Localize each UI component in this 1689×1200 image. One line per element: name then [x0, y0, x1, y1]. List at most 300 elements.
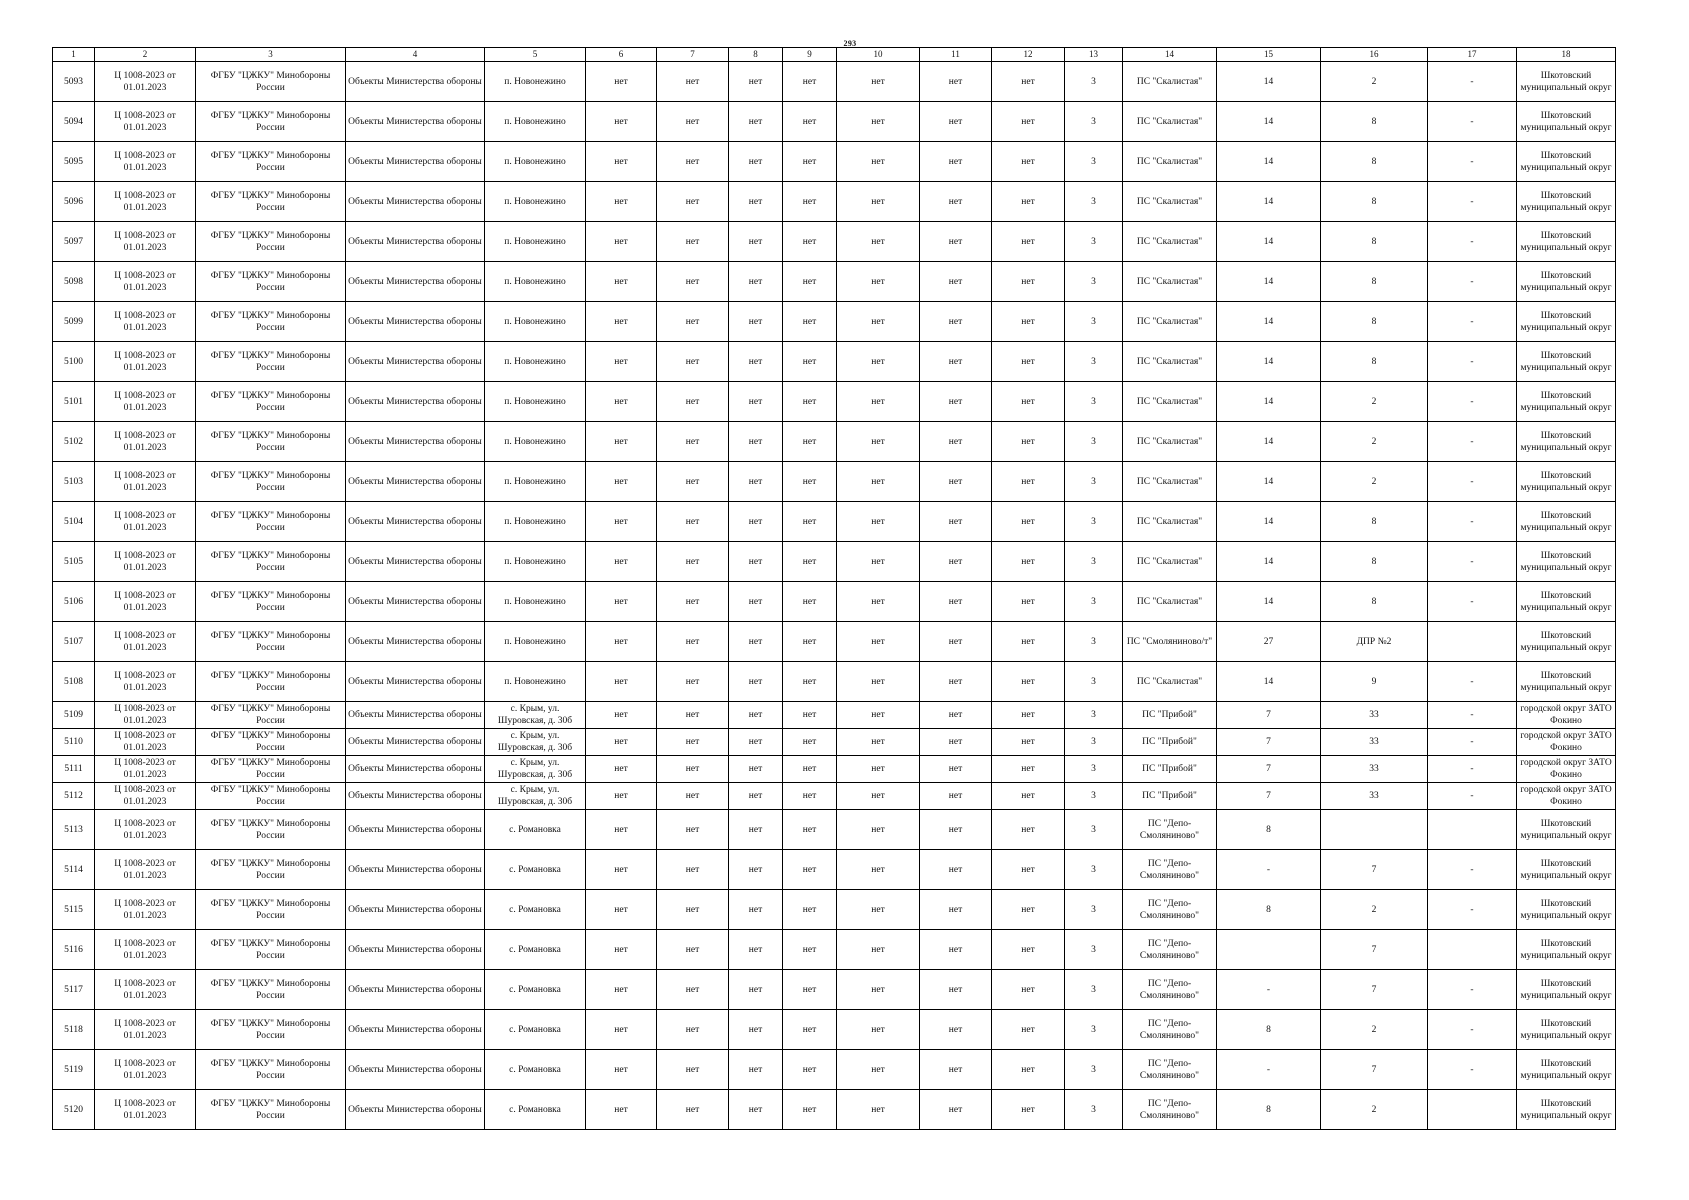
- cell-address: п. Новонежино: [485, 382, 586, 422]
- cell-tariff-decision: Ц 1008-2023 от 01.01.2023: [95, 1010, 196, 1050]
- cell-row-number: 5101: [53, 382, 95, 422]
- column-header-16: 16: [1321, 48, 1428, 62]
- cell-tariff-decision: Ц 1008-2023 от 01.01.2023: [95, 1050, 196, 1090]
- cell-col-8: нет: [729, 970, 783, 1010]
- cell-col-9: нет: [783, 850, 837, 890]
- cell-object-category: Объекты Министерства обороны: [346, 342, 485, 382]
- cell-col-16: 2: [1321, 62, 1428, 102]
- cell-organization: ФГБУ "ЦЖКУ" Минобороны России: [196, 502, 346, 542]
- cell-col-13: 3: [1065, 756, 1123, 783]
- cell-col-8: нет: [729, 542, 783, 582]
- cell-col-9: нет: [783, 462, 837, 502]
- cell-col-12: нет: [992, 382, 1065, 422]
- column-header-15: 15: [1217, 48, 1321, 62]
- table-row: [53, 182, 1616, 222]
- cell-col-7: нет: [657, 142, 729, 182]
- cell-substation: ПС "Депо-Смоляниново": [1123, 810, 1217, 850]
- cell-col-8: нет: [729, 1050, 783, 1090]
- column-header-6: 6: [586, 48, 657, 62]
- cell-substation: ПС "Скалистая": [1123, 102, 1217, 142]
- cell-col-11: нет: [920, 1050, 992, 1090]
- cell-organization: ФГБУ "ЦЖКУ" Минобороны России: [196, 302, 346, 342]
- cell-col-17: -: [1428, 702, 1517, 729]
- cell-tariff-decision: Ц 1008-2023 от 01.01.2023: [95, 542, 196, 582]
- cell-col-10: нет: [837, 102, 920, 142]
- cell-col-6: нет: [586, 422, 657, 462]
- table-row: [53, 422, 1616, 462]
- cell-tariff-decision: Ц 1008-2023 от 01.01.2023: [95, 262, 196, 302]
- cell-col-11: нет: [920, 1090, 992, 1130]
- cell-col-10: нет: [837, 582, 920, 622]
- cell-col-7: нет: [657, 462, 729, 502]
- cell-col-16: 33: [1321, 729, 1428, 756]
- cell-col-12: нет: [992, 542, 1065, 582]
- table-row: [53, 890, 1616, 930]
- cell-col-12: нет: [992, 302, 1065, 342]
- cell-col-9: нет: [783, 930, 837, 970]
- cell-col-6: нет: [586, 142, 657, 182]
- cell-municipality: городской округ ЗАТО Фокино: [1517, 729, 1616, 756]
- cell-col-12: нет: [992, 756, 1065, 783]
- cell-col-8: нет: [729, 702, 783, 729]
- cell-col-12: нет: [992, 930, 1065, 970]
- cell-col-11: нет: [920, 1010, 992, 1050]
- cell-organization: ФГБУ "ЦЖКУ" Минобороны России: [196, 850, 346, 890]
- cell-col-9: нет: [783, 622, 837, 662]
- cell-col-12: нет: [992, 582, 1065, 622]
- cell-object-category: Объекты Министерства обороны: [346, 783, 485, 810]
- cell-municipality: Шкотовский муниципальный округ: [1517, 850, 1616, 890]
- cell-col-8: нет: [729, 756, 783, 783]
- cell-organization: ФГБУ "ЦЖКУ" Минобороны России: [196, 1010, 346, 1050]
- cell-col-13: 3: [1065, 102, 1123, 142]
- cell-object-category: Объекты Министерства обороны: [346, 182, 485, 222]
- column-header-7: 7: [657, 48, 729, 62]
- cell-object-category: Объекты Министерства обороны: [346, 62, 485, 102]
- cell-municipality: Шкотовский муниципальный округ: [1517, 102, 1616, 142]
- cell-col-8: нет: [729, 422, 783, 462]
- table-row: [53, 542, 1616, 582]
- cell-col-9: нет: [783, 302, 837, 342]
- cell-tariff-decision: Ц 1008-2023 от 01.01.2023: [95, 702, 196, 729]
- table-row: [53, 850, 1616, 890]
- cell-address: с. Крым, ул. Шуровская, д. 30б: [485, 783, 586, 810]
- cell-object-category: Объекты Министерства обороны: [346, 970, 485, 1010]
- cell-col-9: нет: [783, 1010, 837, 1050]
- table-row: [53, 729, 1616, 756]
- cell-col-10: нет: [837, 756, 920, 783]
- cell-col-10: нет: [837, 382, 920, 422]
- table-row: [53, 756, 1616, 783]
- cell-col-13: 3: [1065, 542, 1123, 582]
- cell-col-12: нет: [992, 729, 1065, 756]
- cell-col-12: нет: [992, 1010, 1065, 1050]
- cell-col-16: 2: [1321, 422, 1428, 462]
- cell-col-17: -: [1428, 382, 1517, 422]
- cell-col-13: 3: [1065, 422, 1123, 462]
- cell-col-15: 8: [1217, 890, 1321, 930]
- cell-col-8: нет: [729, 262, 783, 302]
- cell-municipality: Шкотовский муниципальный округ: [1517, 542, 1616, 582]
- cell-organization: ФГБУ "ЦЖКУ" Минобороны России: [196, 222, 346, 262]
- cell-address: с. Романовка: [485, 1090, 586, 1130]
- cell-address: п. Новонежино: [485, 182, 586, 222]
- cell-row-number: 5104: [53, 502, 95, 542]
- cell-col-11: нет: [920, 783, 992, 810]
- cell-col-6: нет: [586, 930, 657, 970]
- cell-col-17: -: [1428, 222, 1517, 262]
- cell-substation: ПС "Скалистая": [1123, 222, 1217, 262]
- cell-row-number: 5103: [53, 462, 95, 502]
- table-row: [53, 382, 1616, 422]
- cell-tariff-decision: Ц 1008-2023 от 01.01.2023: [95, 382, 196, 422]
- cell-col-8: нет: [729, 1090, 783, 1130]
- cell-col-6: нет: [586, 702, 657, 729]
- cell-substation: ПС "Прибой": [1123, 729, 1217, 756]
- column-header-9: 9: [783, 48, 837, 62]
- cell-col-16: 2: [1321, 890, 1428, 930]
- cell-col-8: нет: [729, 890, 783, 930]
- cell-substation: ПС "Скалистая": [1123, 262, 1217, 302]
- cell-organization: ФГБУ "ЦЖКУ" Минобороны России: [196, 930, 346, 970]
- cell-col-10: нет: [837, 850, 920, 890]
- cell-col-12: нет: [992, 702, 1065, 729]
- cell-address: с. Романовка: [485, 810, 586, 850]
- cell-municipality: Шкотовский муниципальный округ: [1517, 302, 1616, 342]
- cell-col-11: нет: [920, 302, 992, 342]
- table-row: [53, 930, 1616, 970]
- cell-col-11: нет: [920, 542, 992, 582]
- cell-col-16: ДПР №2: [1321, 622, 1428, 662]
- cell-col-15: 14: [1217, 342, 1321, 382]
- cell-col-11: нет: [920, 970, 992, 1010]
- cell-col-13: 3: [1065, 970, 1123, 1010]
- table-row: [53, 702, 1616, 729]
- cell-col-15: 14: [1217, 62, 1321, 102]
- cell-col-15: 8: [1217, 1010, 1321, 1050]
- cell-row-number: 5110: [53, 729, 95, 756]
- cell-col-11: нет: [920, 102, 992, 142]
- cell-col-17: -: [1428, 970, 1517, 1010]
- cell-col-10: нет: [837, 810, 920, 850]
- cell-organization: ФГБУ "ЦЖКУ" Минобороны России: [196, 382, 346, 422]
- cell-municipality: Шкотовский муниципальный округ: [1517, 970, 1616, 1010]
- cell-organization: ФГБУ "ЦЖКУ" Минобороны России: [196, 783, 346, 810]
- cell-row-number: 5094: [53, 102, 95, 142]
- cell-col-9: нет: [783, 890, 837, 930]
- cell-address: п. Новонежино: [485, 102, 586, 142]
- cell-address: п. Новонежино: [485, 462, 586, 502]
- cell-col-17: -: [1428, 756, 1517, 783]
- cell-organization: ФГБУ "ЦЖКУ" Минобороны России: [196, 422, 346, 462]
- cell-col-17: -: [1428, 62, 1517, 102]
- cell-col-8: нет: [729, 222, 783, 262]
- cell-col-11: нет: [920, 756, 992, 783]
- cell-col-13: 3: [1065, 502, 1123, 542]
- cell-col-17: -: [1428, 302, 1517, 342]
- cell-col-11: нет: [920, 462, 992, 502]
- cell-row-number: 5108: [53, 662, 95, 702]
- cell-address: с. Романовка: [485, 890, 586, 930]
- cell-col-6: нет: [586, 850, 657, 890]
- column-header-5: 5: [485, 48, 586, 62]
- cell-object-category: Объекты Министерства обороны: [346, 302, 485, 342]
- cell-tariff-decision: Ц 1008-2023 от 01.01.2023: [95, 622, 196, 662]
- cell-col-16: 8: [1321, 502, 1428, 542]
- cell-municipality: Шкотовский муниципальный округ: [1517, 662, 1616, 702]
- cell-object-category: Объекты Министерства обороны: [346, 810, 485, 850]
- cell-col-6: нет: [586, 382, 657, 422]
- cell-row-number: 5098: [53, 262, 95, 302]
- cell-col-17: -: [1428, 342, 1517, 382]
- cell-col-15: 14: [1217, 502, 1321, 542]
- register-table: [52, 47, 1616, 1130]
- cell-col-16: 33: [1321, 783, 1428, 810]
- cell-col-11: нет: [920, 422, 992, 462]
- cell-col-15: 14: [1217, 142, 1321, 182]
- cell-col-17: -: [1428, 462, 1517, 502]
- cell-col-17: -: [1428, 182, 1517, 222]
- cell-tariff-decision: Ц 1008-2023 от 01.01.2023: [95, 182, 196, 222]
- cell-row-number: 5099: [53, 302, 95, 342]
- cell-col-9: нет: [783, 222, 837, 262]
- cell-organization: ФГБУ "ЦЖКУ" Минобороны России: [196, 262, 346, 302]
- column-header-14: 14: [1123, 48, 1217, 62]
- cell-col-7: нет: [657, 756, 729, 783]
- cell-col-17: -: [1428, 729, 1517, 756]
- cell-col-12: нет: [992, 890, 1065, 930]
- cell-object-category: Объекты Министерства обороны: [346, 622, 485, 662]
- cell-col-7: нет: [657, 662, 729, 702]
- cell-row-number: 5097: [53, 222, 95, 262]
- cell-col-9: нет: [783, 582, 837, 622]
- cell-row-number: 5112: [53, 783, 95, 810]
- cell-col-12: нет: [992, 182, 1065, 222]
- cell-tariff-decision: Ц 1008-2023 от 01.01.2023: [95, 582, 196, 622]
- cell-col-15: 7: [1217, 756, 1321, 783]
- cell-col-11: нет: [920, 702, 992, 729]
- cell-col-12: нет: [992, 810, 1065, 850]
- cell-object-category: Объекты Министерства обороны: [346, 1050, 485, 1090]
- cell-col-8: нет: [729, 142, 783, 182]
- cell-col-17: -: [1428, 662, 1517, 702]
- column-header-8: 8: [729, 48, 783, 62]
- cell-col-7: нет: [657, 890, 729, 930]
- cell-substation: ПС "Скалистая": [1123, 582, 1217, 622]
- cell-col-7: нет: [657, 62, 729, 102]
- cell-col-9: нет: [783, 262, 837, 302]
- cell-col-9: нет: [783, 422, 837, 462]
- cell-col-13: 3: [1065, 810, 1123, 850]
- table-row: [53, 142, 1616, 182]
- cell-col-10: нет: [837, 422, 920, 462]
- cell-object-category: Объекты Министерства обороны: [346, 542, 485, 582]
- cell-col-7: нет: [657, 622, 729, 662]
- table-row: [53, 222, 1616, 262]
- cell-col-10: нет: [837, 702, 920, 729]
- cell-address: с. Романовка: [485, 930, 586, 970]
- cell-col-15: 8: [1217, 810, 1321, 850]
- cell-col-16: 8: [1321, 542, 1428, 582]
- cell-col-6: нет: [586, 102, 657, 142]
- cell-col-8: нет: [729, 930, 783, 970]
- cell-col-15: 7: [1217, 702, 1321, 729]
- cell-col-9: нет: [783, 502, 837, 542]
- cell-col-11: нет: [920, 382, 992, 422]
- cell-col-8: нет: [729, 1010, 783, 1050]
- cell-substation: ПС "Скалистая": [1123, 342, 1217, 382]
- cell-col-17: -: [1428, 1010, 1517, 1050]
- cell-address: с. Романовка: [485, 850, 586, 890]
- cell-col-7: нет: [657, 810, 729, 850]
- cell-col-12: нет: [992, 1050, 1065, 1090]
- cell-col-10: нет: [837, 783, 920, 810]
- cell-col-13: 3: [1065, 142, 1123, 182]
- cell-col-8: нет: [729, 662, 783, 702]
- cell-organization: ФГБУ "ЦЖКУ" Минобороны России: [196, 182, 346, 222]
- cell-col-7: нет: [657, 930, 729, 970]
- cell-address: с. Романовка: [485, 1050, 586, 1090]
- cell-municipality: Шкотовский муниципальный округ: [1517, 342, 1616, 382]
- cell-municipality: Шкотовский муниципальный округ: [1517, 382, 1616, 422]
- cell-col-10: нет: [837, 342, 920, 382]
- cell-col-6: нет: [586, 783, 657, 810]
- cell-col-15: 14: [1217, 462, 1321, 502]
- cell-col-7: нет: [657, 102, 729, 142]
- cell-substation: ПС "Депо-Смоляниново": [1123, 930, 1217, 970]
- column-header-1: 1: [53, 48, 95, 62]
- cell-object-category: Объекты Министерства обороны: [346, 582, 485, 622]
- cell-municipality: Шкотовский муниципальный округ: [1517, 1010, 1616, 1050]
- cell-row-number: 5107: [53, 622, 95, 662]
- cell-col-9: нет: [783, 1050, 837, 1090]
- cell-col-12: нет: [992, 342, 1065, 382]
- cell-col-10: нет: [837, 462, 920, 502]
- cell-col-6: нет: [586, 222, 657, 262]
- cell-col-7: нет: [657, 302, 729, 342]
- cell-object-category: Объекты Министерства обороны: [346, 382, 485, 422]
- cell-col-15: 14: [1217, 582, 1321, 622]
- cell-row-number: 5111: [53, 756, 95, 783]
- cell-col-6: нет: [586, 262, 657, 302]
- cell-tariff-decision: Ц 1008-2023 от 01.01.2023: [95, 102, 196, 142]
- cell-col-10: нет: [837, 970, 920, 1010]
- cell-col-15: -: [1217, 850, 1321, 890]
- cell-municipality: Шкотовский муниципальный округ: [1517, 622, 1616, 662]
- cell-col-13: 3: [1065, 462, 1123, 502]
- cell-organization: ФГБУ "ЦЖКУ" Минобороны России: [196, 542, 346, 582]
- cell-col-16: 2: [1321, 382, 1428, 422]
- cell-substation: ПС "Прибой": [1123, 783, 1217, 810]
- cell-col-11: нет: [920, 850, 992, 890]
- cell-col-13: 3: [1065, 1050, 1123, 1090]
- cell-col-7: нет: [657, 702, 729, 729]
- cell-col-11: нет: [920, 582, 992, 622]
- cell-municipality: городской округ ЗАТО Фокино: [1517, 702, 1616, 729]
- cell-address: п. Новонежино: [485, 142, 586, 182]
- table-row: [53, 810, 1616, 850]
- cell-col-11: нет: [920, 342, 992, 382]
- cell-col-7: нет: [657, 262, 729, 302]
- cell-row-number: 5095: [53, 142, 95, 182]
- cell-organization: ФГБУ "ЦЖКУ" Минобороны России: [196, 702, 346, 729]
- cell-organization: ФГБУ "ЦЖКУ" Минобороны России: [196, 970, 346, 1010]
- cell-col-11: нет: [920, 182, 992, 222]
- cell-col-6: нет: [586, 582, 657, 622]
- cell-col-11: нет: [920, 62, 992, 102]
- cell-object-category: Объекты Министерства обороны: [346, 102, 485, 142]
- cell-col-6: нет: [586, 182, 657, 222]
- cell-col-11: нет: [920, 890, 992, 930]
- cell-address: п. Новонежино: [485, 542, 586, 582]
- cell-substation: ПС "Скалистая": [1123, 502, 1217, 542]
- cell-col-6: нет: [586, 729, 657, 756]
- cell-tariff-decision: Ц 1008-2023 от 01.01.2023: [95, 422, 196, 462]
- cell-col-16: 8: [1321, 302, 1428, 342]
- cell-col-17: [1428, 930, 1517, 970]
- cell-object-category: Объекты Министерства обороны: [346, 1090, 485, 1130]
- cell-row-number: 5119: [53, 1050, 95, 1090]
- cell-col-11: нет: [920, 810, 992, 850]
- cell-object-category: Объекты Министерства обороны: [346, 1010, 485, 1050]
- cell-address: п. Новонежино: [485, 302, 586, 342]
- cell-col-13: 3: [1065, 582, 1123, 622]
- cell-col-7: нет: [657, 222, 729, 262]
- column-header-11: 11: [920, 48, 992, 62]
- cell-municipality: Шкотовский муниципальный округ: [1517, 422, 1616, 462]
- cell-tariff-decision: Ц 1008-2023 от 01.01.2023: [95, 62, 196, 102]
- cell-col-13: 3: [1065, 662, 1123, 702]
- cell-col-9: нет: [783, 970, 837, 1010]
- cell-col-10: нет: [837, 930, 920, 970]
- cell-col-11: нет: [920, 729, 992, 756]
- cell-row-number: 5106: [53, 582, 95, 622]
- cell-col-10: нет: [837, 222, 920, 262]
- column-header-3: 3: [196, 48, 346, 62]
- cell-col-6: нет: [586, 62, 657, 102]
- table-row: [53, 1050, 1616, 1090]
- cell-address: п. Новонежино: [485, 422, 586, 462]
- cell-col-15: 14: [1217, 422, 1321, 462]
- cell-col-16: 7: [1321, 1050, 1428, 1090]
- cell-col-9: нет: [783, 382, 837, 422]
- cell-substation: ПС "Смоляниново/т": [1123, 622, 1217, 662]
- cell-col-15: 8: [1217, 1090, 1321, 1130]
- cell-col-15: 14: [1217, 182, 1321, 222]
- cell-tariff-decision: Ц 1008-2023 от 01.01.2023: [95, 783, 196, 810]
- cell-col-6: нет: [586, 662, 657, 702]
- cell-col-13: 3: [1065, 262, 1123, 302]
- cell-tariff-decision: Ц 1008-2023 от 01.01.2023: [95, 662, 196, 702]
- cell-col-7: нет: [657, 850, 729, 890]
- cell-col-11: нет: [920, 262, 992, 302]
- cell-col-16: 2: [1321, 1090, 1428, 1130]
- cell-col-7: нет: [657, 970, 729, 1010]
- cell-col-17: -: [1428, 502, 1517, 542]
- cell-col-10: нет: [837, 62, 920, 102]
- table-row: [53, 102, 1616, 142]
- cell-tariff-decision: Ц 1008-2023 от 01.01.2023: [95, 1090, 196, 1130]
- cell-row-number: 5096: [53, 182, 95, 222]
- cell-col-12: нет: [992, 970, 1065, 1010]
- cell-col-12: нет: [992, 502, 1065, 542]
- cell-organization: ФГБУ "ЦЖКУ" Минобороны России: [196, 756, 346, 783]
- cell-col-10: нет: [837, 182, 920, 222]
- cell-object-category: Объекты Министерства обороны: [346, 729, 485, 756]
- cell-col-16: 8: [1321, 222, 1428, 262]
- cell-substation: ПС "Депо-Смоляниново": [1123, 850, 1217, 890]
- table-row: [53, 462, 1616, 502]
